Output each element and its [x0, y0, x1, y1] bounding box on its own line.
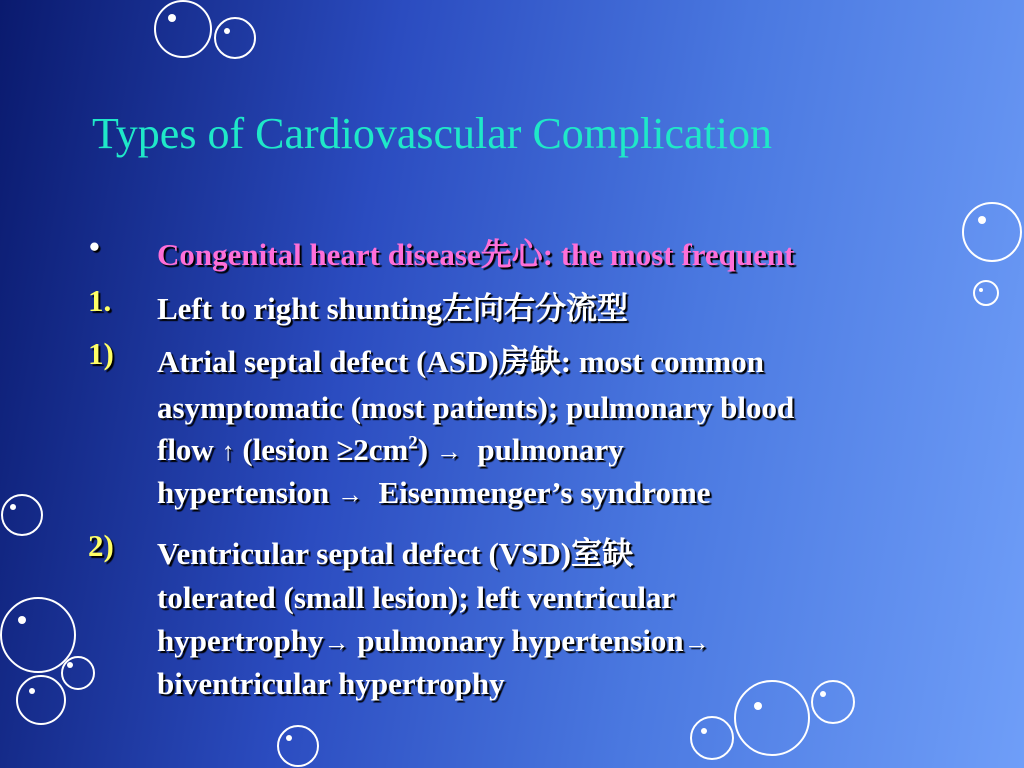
asd-superscript: 2 [408, 432, 418, 454]
item-1b-marker: 2) [88, 528, 114, 563]
vsd-pulmonary-label: pulmonary hypertension [357, 623, 684, 658]
item-1a-marker: 1) [88, 336, 114, 371]
asd-close-paren: ) [417, 432, 429, 467]
vsd-hypertrophy-label: hypertrophy [157, 623, 324, 658]
right-arrow-icon: → [337, 480, 363, 509]
item-1-text: Left to right shunting左向右分流型 [157, 291, 629, 326]
asd-detail-text-3 [157, 475, 711, 511]
bullet-text: Congenital heart disease先心: the most frequent [157, 237, 795, 272]
asd-lesion-label: (lesion ≥2cm [242, 432, 409, 467]
asd-eisenmenger-label: Eisenmenger’s syndrome [378, 475, 711, 510]
right-arrow-icon: → [683, 628, 710, 657]
item-1b-text: Ventricular septal defect (VSD)室缺 [157, 536, 634, 571]
asd-detail-text-1: asymptomatic (most patients); pulmonary blood [157, 390, 795, 425]
item-1a-text: Atrial septal defect (ASD)房缺: most common [157, 344, 764, 379]
vsd-detail-text-1: tolerated (small lesion); left ventricular [157, 580, 676, 615]
asd-flow-label: flow [157, 432, 214, 467]
asd-detail-text-2 [157, 432, 624, 468]
asd-hypertension-label: hypertension [157, 475, 330, 510]
right-arrow-icon: → [435, 437, 462, 466]
slide-title: Types of Cardiovascular Complication [92, 109, 772, 158]
item-1-marker: 1. [88, 283, 112, 318]
vsd-detail-text-3: biventricular hypertrophy [157, 666, 505, 701]
asd-pulmonary-label: pulmonary [477, 432, 624, 467]
up-arrow-icon: ↑ [221, 437, 235, 466]
right-arrow-icon: → [323, 628, 350, 657]
bullet-marker: • [89, 229, 100, 264]
vsd-detail-text-2 [157, 623, 710, 659]
